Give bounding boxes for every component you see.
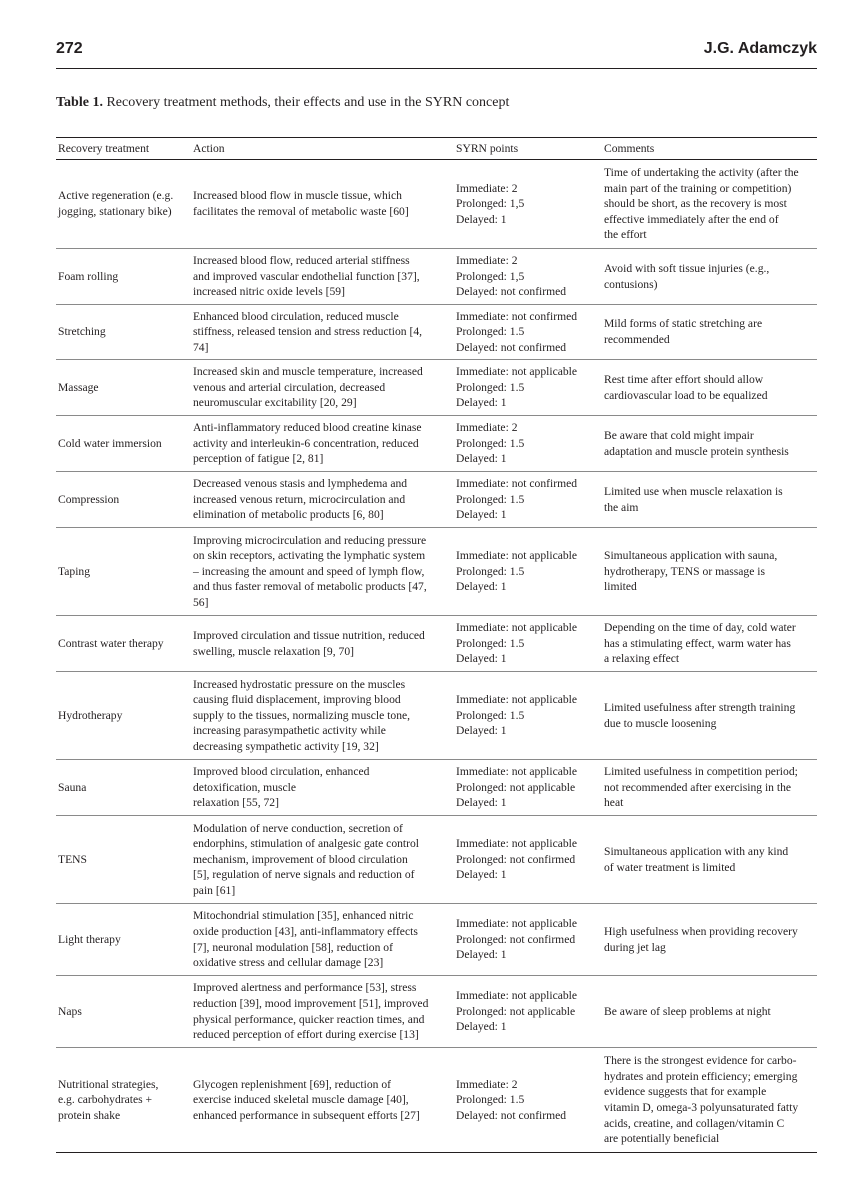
- table-row: [56, 528, 817, 616]
- table-caption: [56, 95, 509, 111]
- table-row: [56, 160, 817, 249]
- table-row: [56, 760, 817, 816]
- table-row: [56, 472, 817, 528]
- treatment-cell: Light therapy: [58, 932, 121, 946]
- comments-cell: Simultaneous application with sauna, hydrotherapy, TENS or massage is limited: [604, 549, 778, 594]
- treatment-cell: Stretching: [58, 325, 106, 339]
- action-cell: Increased skin and muscle temperature, increased venous and arterial circulation, decreased neuromuscular excitability [20, 29]: [193, 365, 423, 410]
- comments-cell: Time of undertaking the activity (after the main part of the training or competition) should be short, as the recovery is most effective immediately after the end of the effort: [604, 166, 799, 242]
- page-number: 272: [56, 40, 83, 57]
- action-cell: Increased blood flow in muscle tissue, which facilitates the removal of metabolic waste [60]: [193, 189, 409, 218]
- column-header: Action: [193, 141, 225, 155]
- caption-text: Recovery treatment methods, their effects and use in the SYRN concept: [106, 95, 510, 110]
- treatment-cell: Sauna: [58, 780, 87, 794]
- comments-cell: High usefulness when providing recovery during jet lag: [604, 924, 798, 954]
- action-cell: Improved alertness and performance [53], stress reduction [39], mood improvement [51], improved physical performance, quicker reaction times, and reduced perception of effort during exercise [13]: [193, 981, 429, 1042]
- comments-cell: Simultaneous application with any kind of water treatment is limited: [604, 844, 789, 874]
- action-cell: Decreased venous stasis and lymphedema and increased venous return, microcirculation and elimination of metabolic products [6, 80]: [193, 477, 408, 522]
- treatment-cell: Compression: [58, 492, 120, 506]
- comments-cell: Limited use when muscle relaxation is the aim: [604, 484, 783, 514]
- action-cell: Glycogen replenishment [69], reduction of exercise induced skeletal muscle damage [40], enhanced performance in subsequent efforts [27]: [193, 1077, 420, 1122]
- treatment-cell: Massage: [58, 380, 99, 394]
- comments-cell: Rest time after effort should allow cardiovascular load to be equalized: [604, 372, 768, 402]
- treatment-cell: Active regeneration (e.g. jogging, stationary bike): [58, 189, 174, 218]
- table-row: [56, 904, 817, 976]
- action-cell: Mitochondrial stimulation [35], enhanced nitric oxide production [43], anti-inflammatory effects [7], neuronal modulation [58], reduction of oxidative stress and cellular damage [23]: [193, 909, 418, 970]
- comments-cell: Avoid with soft tissue injuries (e.g., contusions): [604, 261, 770, 291]
- points-cell: Immediate: not applicable Prolonged: not confirmed Delayed: 1: [456, 917, 578, 962]
- action-cell: Increased blood flow, reduced arterial stiffness and improved vascular endothelial function [37], increased nitric oxide levels [59]: [193, 254, 420, 299]
- action-cell: Improved blood circulation, enhanced detoxification, muscle relaxation [55, 72]: [193, 765, 370, 810]
- points-cell: Immediate: not applicable Prolonged: 1.5 Delayed: 1: [456, 621, 578, 666]
- comments-cell: Limited usefulness in competition period; not recommended after exercising in the heat: [604, 765, 798, 810]
- treatment-cell: Contrast water therapy: [58, 636, 164, 650]
- caption-label: Table 1.: [56, 95, 103, 110]
- column-header: Comments: [604, 141, 655, 155]
- column-header: Recovery treatment: [58, 141, 150, 155]
- treatment-cell: Taping: [58, 564, 91, 578]
- table-row: [56, 616, 817, 672]
- page-header: [56, 40, 817, 69]
- action-cell: Modulation of nerve conduction, secretion of endorphins, stimulation of analgesic gate control mechanism, improvement of blood circulation [5], regulation of nerve signals and reduction of pain [61]: [193, 821, 420, 897]
- points-cell: Immediate: not confirmed Prolonged: 1.5 Delayed: 1: [456, 477, 578, 522]
- points-cell: Immediate: 2 Prolonged: 1.5 Delayed: 1: [456, 421, 525, 466]
- comments-cell: Limited usefulness after strength training due to muscle loosening: [604, 700, 796, 730]
- recovery-table: [56, 137, 817, 1153]
- points-cell: Immediate: not applicable Prolonged: not applicable Delayed: 1: [456, 765, 578, 810]
- action-cell: Increased hydrostatic pressure on the muscles causing fluid displacement, improving blood supply to the tissues, normalizing muscle tone, increasing parasympathetic activity while decreasing sympathetic activity [19, 32]: [193, 677, 411, 753]
- table-row: [56, 1048, 817, 1153]
- points-cell: Immediate: 2 Prolonged: 1.5 Delayed: not confirmed: [456, 1077, 567, 1122]
- table-row: [56, 976, 817, 1048]
- treatment-cell: Cold water immersion: [58, 436, 162, 450]
- table-row: [56, 360, 817, 416]
- table-header-row: [56, 138, 817, 160]
- points-cell: Immediate: not applicable Prolonged: 1.5 Delayed: 1: [456, 365, 578, 410]
- treatment-cell: Naps: [58, 1004, 82, 1018]
- action-cell: Anti-inflammatory reduced blood creatine kinase activity and interleukin-6 concentration, reduced perception of fatigue [2, 81]: [193, 421, 422, 466]
- treatment-cell: Nutritional strategies, e.g. carbohydrates + protein shake: [58, 1077, 159, 1122]
- points-cell: Immediate: not applicable Prolonged: 1.5 Delayed: 1: [456, 549, 578, 594]
- points-cell: Immediate: 2 Prolonged: 1,5 Delayed: not confirmed: [456, 254, 567, 299]
- treatment-cell: Foam rolling: [58, 269, 119, 283]
- table-row: [56, 249, 817, 305]
- action-cell: Improving microcirculation and reducing pressure on skin receptors, activating the lymphatic system – increasing the amount and speed of lymph flow, and thus faster removal of metabolic products [47, 56]: [193, 533, 427, 609]
- table-row: [56, 672, 817, 760]
- action-cell: Enhanced blood circulation, reduced muscle stiffness, released tension and stress reduction [4, 74]: [193, 309, 423, 354]
- comments-cell: Mild forms of static stretching are recommended: [604, 317, 763, 346]
- comments-cell: Be aware that cold might impair adaptation and muscle protein synthesis: [604, 428, 789, 458]
- comments-cell: Depending on the time of day, cold water has a stimulating effect, warm water has a relaxing effect: [604, 621, 796, 666]
- column-header: SYRN points: [456, 141, 519, 155]
- points-cell: Immediate: not applicable Prolonged: 1.5 Delayed: 1: [456, 693, 578, 738]
- table-row: [56, 416, 817, 472]
- treatment-cell: Hydrotherapy: [58, 708, 123, 722]
- comments-cell: There is the strongest evidence for carbo- hydrates and protein efficiency; emerging evidence suggests that for example vitamin D, omega-3 polyunsaturated fatty acids, creatine, and collagen/vitamin C are potentially beneficial: [604, 1054, 799, 1146]
- table-row: [56, 305, 817, 360]
- comments-cell: Be aware of sleep problems at night: [604, 1004, 771, 1018]
- table-row: [56, 816, 817, 904]
- points-cell: Immediate: not applicable Prolonged: not confirmed Delayed: 1: [456, 837, 578, 882]
- treatment-cell: TENS: [58, 852, 87, 866]
- points-cell: Immediate: not applicable Prolonged: not applicable Delayed: 1: [456, 989, 578, 1034]
- points-cell: Immediate: 2 Prolonged: 1,5 Delayed: 1: [456, 181, 525, 226]
- action-cell: Improved circulation and tissue nutrition, reduced swelling, muscle relaxation [9, 70]: [193, 628, 425, 658]
- running-author: J.G. Adamczyk: [703, 40, 817, 57]
- points-cell: Immediate: not confirmed Prolonged: 1.5 Delayed: not confirmed: [456, 309, 578, 354]
